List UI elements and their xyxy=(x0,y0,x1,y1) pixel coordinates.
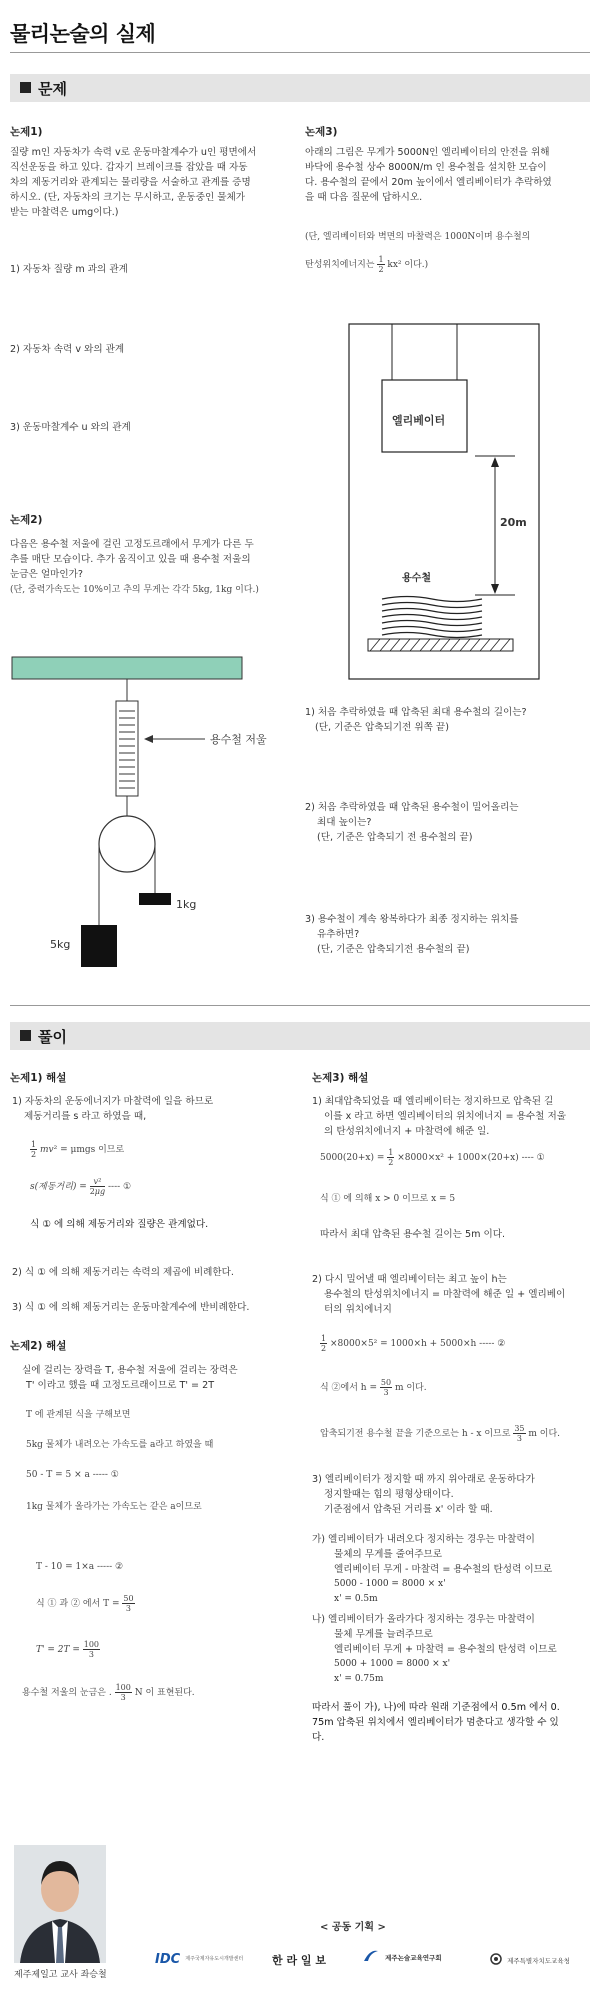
spring-scale-label: 용수철 저울 xyxy=(210,733,267,746)
solution3-eq2: $\frac{1}{2}$ ×8000×5² = 1000×h + 5000×h ----- ② xyxy=(321,1334,506,1353)
problem1-question-friction: 3) 운동마찰계수 u 와의 관계 xyxy=(10,422,131,433)
elevator-shaft xyxy=(349,324,539,679)
solution2-conclusion: 용수철 저울의 눈금은 . $\frac{100}{3}$ N 이 표현된다. xyxy=(22,1683,195,1702)
problem1-text: 질량 m인 자동차가 속력 v로 운동마찰계수가 u인 평면에서 직선운동을 하고 있다. 갑자기 브레이크를 잡았을 때 자동 차의 제동거리와 관계되는 물리량을 서술하고 관계를 증명 하시오. (단, 자동차의 크기는 무시하고, 운동중인 물체가 받는 마찰력은 umg이다.) xyxy=(10,147,257,218)
title-divider xyxy=(10,52,590,53)
solution1-result3: 3) 식 ① 에 의해 제동거리는 운동마찰계수에 반비례한다. xyxy=(12,1302,250,1313)
solution2-intro: 실에 걸리는 장력을 T, 용수철 저울에 걸리는 장력은 T' 이라고 했을 때 고정도르래이므로 T' = 2T xyxy=(22,1365,238,1391)
solution2-eq1: 50 - T = 5 × a ----- ① xyxy=(26,1470,119,1480)
problem3-text: 아래의 그림은 무게가 5000N인 엘리베이터의 안전을 위해 바닥에 용수철 상수 8000N/m 인 용수철을 설치한 모습이 다. 용수철의 끝에서 20m 높이에서 엘리베이터가 추락하였 을 때 다음 질문에 답하시오. xyxy=(305,147,552,203)
research-group-logo: 제주논술교육연구회 xyxy=(362,1945,442,1964)
solution1-eq2: s(제동거리) = $\frac{\text{v²}}{2\mu g}$ ---- ① xyxy=(30,1177,132,1196)
weight-5kg-label: 5kg xyxy=(50,938,71,951)
solution2-line4: 5kg 물체가 내려오는 가속도를 a라고 하였을 때 xyxy=(26,1440,214,1450)
solution3-eq1: 5000(20+x) = $\frac{1}{2}$ ×8000×x² + 1000×(20+x) ---- ① xyxy=(320,1148,545,1167)
spring-scale xyxy=(116,701,138,796)
ceiling-beam xyxy=(12,657,242,679)
problem1-question-speed: 2) 자동차 속력 v 와의 관계 xyxy=(10,344,125,355)
solution3-part2: 2) 다시 밀어낼 때 엘리베이터는 최고 높이 h는 용수철의 탄성위치에너지 = 마찰력에 해준 일 + 엘리베이 터의 위치에너지 xyxy=(312,1274,566,1315)
problem-banner xyxy=(10,74,590,102)
education-office-logo: 제주특별자치도교육청 xyxy=(490,1948,570,1967)
page-title: 물리논술의 실제 xyxy=(10,22,156,46)
idc-logo: IDC 제주국제자유도시개발센터 xyxy=(155,1952,244,1967)
solution2-eq2: T - 10 = 1×a ----- ② xyxy=(36,1562,124,1572)
problem3-heading: 논제3) xyxy=(305,126,338,138)
author-caption: 제주제일고 교사 좌승철 xyxy=(14,1970,107,1980)
solution1-result2: 2) 식 ① 에 의해 제동거리는 속력의 제곱에 비례한다. xyxy=(12,1267,234,1278)
pulley-wheel xyxy=(99,816,155,872)
pulley-diagram xyxy=(10,655,255,975)
solution1-heading: 논제1) 해설 xyxy=(10,1072,67,1084)
problem3-question1: 1) 처음 추락하였을 때 압축된 최대 용수철의 길이는? (단, 기준은 압축되기전 위쪽 끝) xyxy=(305,707,527,733)
problem2-heading: 논제2) xyxy=(10,514,43,526)
author-photo xyxy=(14,1845,106,1963)
bullet-square-icon xyxy=(20,82,31,93)
problem2-text: 다음은 용수철 저울에 걸린 고정도르래에서 무게가 다른 두 추를 매단 모습이다. 추가 움직이고 있을 때 용수철 저울의 눈금은 얼마인가? xyxy=(10,539,254,580)
solution3-result1: 따라서 최대 압축된 용수철 길이는 5m 이다. xyxy=(320,1229,506,1240)
problem-heading: 문제 xyxy=(38,80,67,98)
problem2-note: (단, 중력가속도는 10%이고 추의 무게는 각각 5kg, 1kg 이다.) xyxy=(10,585,259,595)
arrow-left-icon xyxy=(144,735,153,743)
weight-1kg-label: 1kg xyxy=(176,898,197,911)
solution3-heading: 논제3) 해설 xyxy=(312,1072,369,1084)
solution2-line6: 1kg 물체가 올라가는 가속도는 같은 a이므로 xyxy=(26,1502,202,1512)
section-divider xyxy=(10,1005,590,1006)
solution-heading: 풀이 xyxy=(38,1028,67,1046)
solution2-T2-result: T' = 2T = $\frac{100}{3}$ xyxy=(36,1640,100,1659)
weight-5kg xyxy=(81,925,117,967)
solution1-result1: 식 ① 에 의해 제동거리와 질량은 관계없다. xyxy=(30,1219,209,1230)
solution3-x-result: 식 ① 에 의해 x > 0 이므로 x = 5 xyxy=(320,1194,456,1204)
problem3-question3: 3) 용수철이 계속 왕복하다가 최종 정지하는 위치를 유추하면? (단, 기준은 압축되기전 용수철의 끝) xyxy=(305,914,519,955)
solution3-part3: 3) 엘리베이터가 정지할 때 까지 위아래로 운동하다가 정지할때는 힘의 평형상태이다. 기준점에서 압축된 거리를 x' 이라 할 때. xyxy=(312,1474,535,1515)
height-label: 20m xyxy=(500,516,527,529)
solution3-conclusion: 따라서 풀이 가), 나)에 따라 원래 기준점에서 0.5m 에서 0. 75m 압축된 위치에서 엘리베이터가 멈춘다고 생각할 수 있 다. xyxy=(312,1702,560,1743)
hallailbo-logo: 한 라 일 보 xyxy=(272,1954,326,1967)
solution3-case-down: 가) 엘리베이터가 내려오다 정지하는 경우는 마찰력이 물체의 무게를 줄여주므로 엘리베이터 무게 - 마찰력 = 용수철의 탄성력 이므로 5000 - 1000 = 8000 × x' x' = 0.5m xyxy=(312,1534,553,1604)
weight-1kg xyxy=(139,893,171,905)
solution2-line3: T 에 관계된 식을 구해보면 xyxy=(26,1410,131,1420)
joint-planning-label: < 공동 기획 > xyxy=(320,1922,386,1933)
elevator-diagram xyxy=(348,323,543,683)
solution3-case-up: 나) 엘리베이터가 올라가다 정지하는 경우는 마찰력이 물체 무게를 늘려주므로 엘리베이터 무게 + 마찰력 = 용수철의 탄성력 이므로 5000 + 1000 = 8000 × x' x' = 0.75m xyxy=(312,1614,557,1684)
problem1-question-mass: 1) 자동차 질량 m 과의 관계 xyxy=(10,264,128,275)
problem3-question2: 2) 처음 추락하였을 때 압축된 용수철이 밀어올리는 최대 높이는? (단, 기준은 압축되기 전 용수철의 끝) xyxy=(305,802,519,843)
problem1-heading: 논제1) xyxy=(10,126,43,138)
problem3-note-line2: 탄성위치에너지는 $\frac{1}{2}$ kx² 이다.) xyxy=(305,255,429,274)
bullet-square-icon xyxy=(20,1030,31,1041)
solution2-heading: 논제2) 해설 xyxy=(10,1340,67,1352)
solution3-h-result: 식 ②에서 h = $\frac{50}{3}$ m 이다. xyxy=(320,1378,427,1397)
problem3-note-line1: (단, 엘리베이터와 벽면의 마찰력은 1000N이며 용수철의 xyxy=(305,232,531,242)
spring-label: 용수철 xyxy=(402,573,431,584)
elevator-label: 엘리베이터 xyxy=(392,414,446,427)
solution2-T-result: 식 ① 과 ② 에서 T = $\frac{50}{3}$ xyxy=(36,1594,134,1613)
solution-banner xyxy=(10,1022,590,1050)
solution3-h-minus-x: 압축되기전 용수철 끝을 기준으로는 h - x 이므로 $\frac{35}{3}$ m 이다. xyxy=(320,1424,561,1443)
solution1-eq1: $\frac{1}{2}$ mv² = μmgs 이므로 xyxy=(31,1140,125,1159)
solution1-intro: 1) 자동차의 운동에너지가 마찰력에 일을 하므로 제동거리를 s 라고 하였을 때, xyxy=(12,1096,214,1122)
solution3-intro: 1) 최대압축되었을 때 엘리베이터는 정지하므로 압축된 길 이를 x 라고 하면 엘리베이터의 위치에너지 = 용수철 저울 의 탄성위치에너지 + 마찰력에 해준 일. xyxy=(312,1096,566,1137)
